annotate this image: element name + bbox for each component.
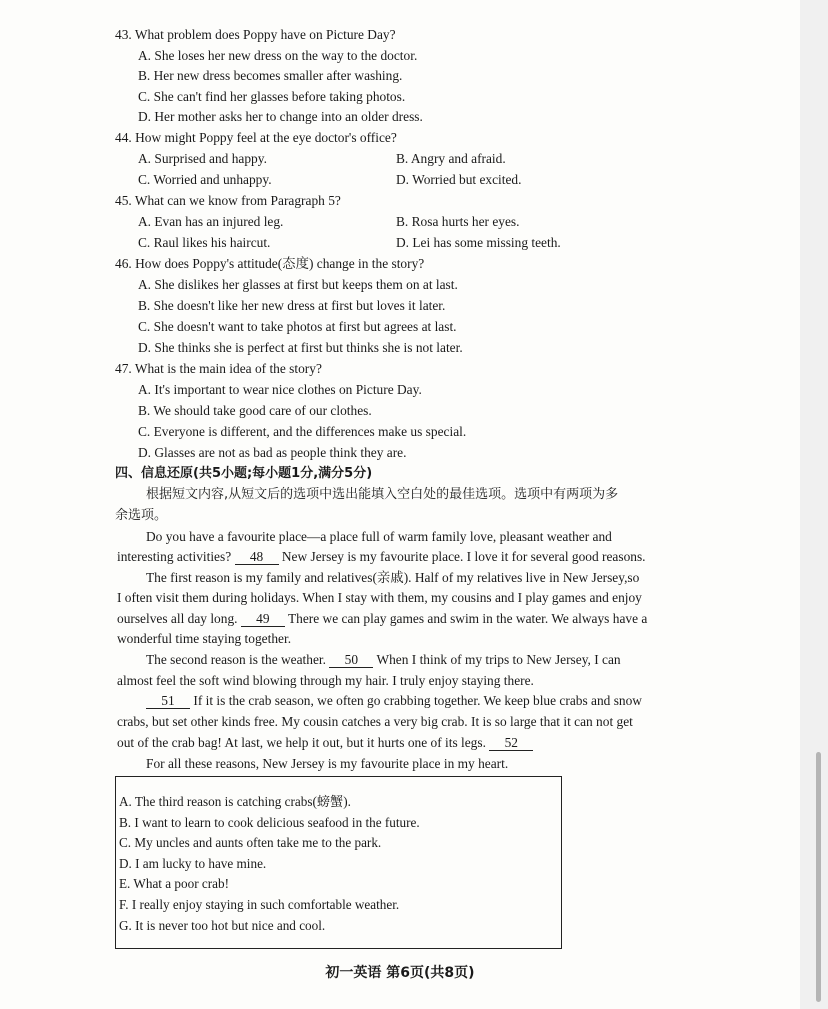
- question-45-option-d: D. Lei has some missing teeth.: [396, 235, 561, 250]
- scrollbar-thumb[interactable]: [816, 752, 821, 1002]
- box-option-d: D. I am lucky to have mine.: [119, 856, 267, 871]
- blank-49: 49: [241, 611, 285, 627]
- question-43-option-d: D. Her mother asks her to change into an older dress.: [138, 109, 423, 124]
- passage-p2-line-3: ourselves all day long. 49 There we can play games and swim in the water. We always have a: [117, 611, 648, 626]
- question-44-option-b: B. Angry and afraid.: [396, 151, 506, 166]
- question-45-option-b: B. Rosa hurts her eyes.: [396, 214, 520, 229]
- question-45-option-c: C. Raul likes his haircut.: [138, 235, 271, 250]
- question-46-option-d: D. She thinks she is perfect at first but thinks she is not later.: [138, 340, 463, 355]
- box-option-a: A. The third reason is catching crabs(螃蟹).: [119, 794, 351, 809]
- question-43-option-b: B. Her new dress becomes smaller after washing.: [138, 68, 403, 83]
- passage-p5: For all these reasons, New Jersey is my favourite place in my heart.: [146, 756, 509, 771]
- box-option-e: E. What a poor crab!: [119, 876, 229, 891]
- question-44-option-a: A. Surprised and happy.: [138, 151, 267, 166]
- options-box: [115, 776, 562, 949]
- question-46-option-b: B. She doesn't like her new dress at first but loves it later.: [138, 298, 446, 313]
- question-47-option-b: B. We should take good care of our clothes.: [138, 403, 372, 418]
- question-44-option-d: D. Worried but excited.: [396, 172, 522, 187]
- question-47-option-a: A. It's important to wear nice clothes on Picture Day.: [138, 382, 422, 397]
- question-46-option-a: A. She dislikes her glasses at first but keeps them on at last.: [138, 277, 458, 292]
- section-instruction-line-2: 余选项。: [115, 508, 168, 523]
- box-option-g: G. It is never too hot but nice and cool.: [119, 918, 326, 933]
- section-heading: 四、信息还原(共5小题;每小题1分,满分5分): [115, 466, 373, 481]
- passage-p4-line-1: 51 If it is the crab season, we often go crabbing together. We keep blue crabs and snow: [146, 692, 642, 710]
- question-43-stem: 43. What problem does Poppy have on Picture Day?: [115, 27, 396, 42]
- passage-p2-line-2: I often visit them during holidays. When I stay with them, my cousins and I play games and enjoy: [117, 590, 642, 605]
- passage-p1-line-2: interesting activities? 48 New Jersey is my favourite place. I love it for several good reasons.: [117, 549, 646, 564]
- passage-p3-line-1: The second reason is the weather. 50 When I think of my trips to New Jersey, I can: [146, 652, 621, 667]
- blank-50: 50: [329, 652, 373, 668]
- box-option-b: B. I want to learn to cook delicious seafood in the future.: [119, 815, 420, 830]
- question-46-stem: 46. How does Poppy's attitude(态度) change in the story?: [115, 256, 425, 271]
- box-option-c: C. My uncles and aunts often take me to the park.: [119, 835, 382, 850]
- question-44-option-c: C. Worried and unhappy.: [138, 172, 272, 187]
- question-45-stem: 45. What can we know from Paragraph 5?: [115, 193, 341, 208]
- question-43-option-a: A. She loses her new dress on the way to the doctor.: [138, 48, 418, 63]
- question-47-stem: 47. What is the main idea of the story?: [115, 361, 322, 376]
- page-footer: 初一英语 第6页(共8页): [325, 965, 475, 981]
- passage-p2-line-4: wonderful time staying together.: [117, 631, 292, 646]
- question-43-option-c: C. She can't find her glasses before taking photos.: [138, 89, 406, 104]
- passage-p4-line-3: out of the crab bag! At last, we help it out, but it hurts one of its legs. 52: [117, 734, 698, 752]
- question-47-option-d: D. Glasses are not as bad as people think they are.: [138, 445, 407, 460]
- passage-p4-line-2: crabs, but set other kinds free. My cousin catches a very big crab. It is so large that it can not get: [117, 714, 633, 729]
- passage-p2-line-1: The first reason is my family and relatives(亲戚). Half of my relatives live in New Jersey,so: [146, 570, 640, 585]
- blank-51: 51: [146, 693, 190, 709]
- question-44-stem: 44. How might Poppy feel at the eye doctor's office?: [115, 130, 397, 145]
- blank-48: 48: [235, 549, 279, 565]
- box-option-f: F. I really enjoy staying in such comfortable weather.: [119, 897, 400, 912]
- passage-p1-line-1: Do you have a favourite place—a place full of warm family love, pleasant weather and: [146, 529, 612, 544]
- blank-52: 52: [489, 735, 533, 751]
- question-47-option-c: C. Everyone is different, and the differences make us special.: [138, 424, 467, 439]
- passage-p3-line-2: almost feel the soft wind blowing through my hair. I truly enjoy staying there.: [117, 673, 534, 688]
- scrollbar-track[interactable]: [800, 0, 828, 1009]
- section-instruction-line-1: 根据短文内容,从短文后的选项中选出能填入空白处的最佳选项。选项中有两项为多: [146, 487, 619, 502]
- question-46-option-c: C. She doesn't want to take photos at first but agrees at last.: [138, 319, 457, 334]
- question-45-option-a: A. Evan has an injured leg.: [138, 214, 284, 229]
